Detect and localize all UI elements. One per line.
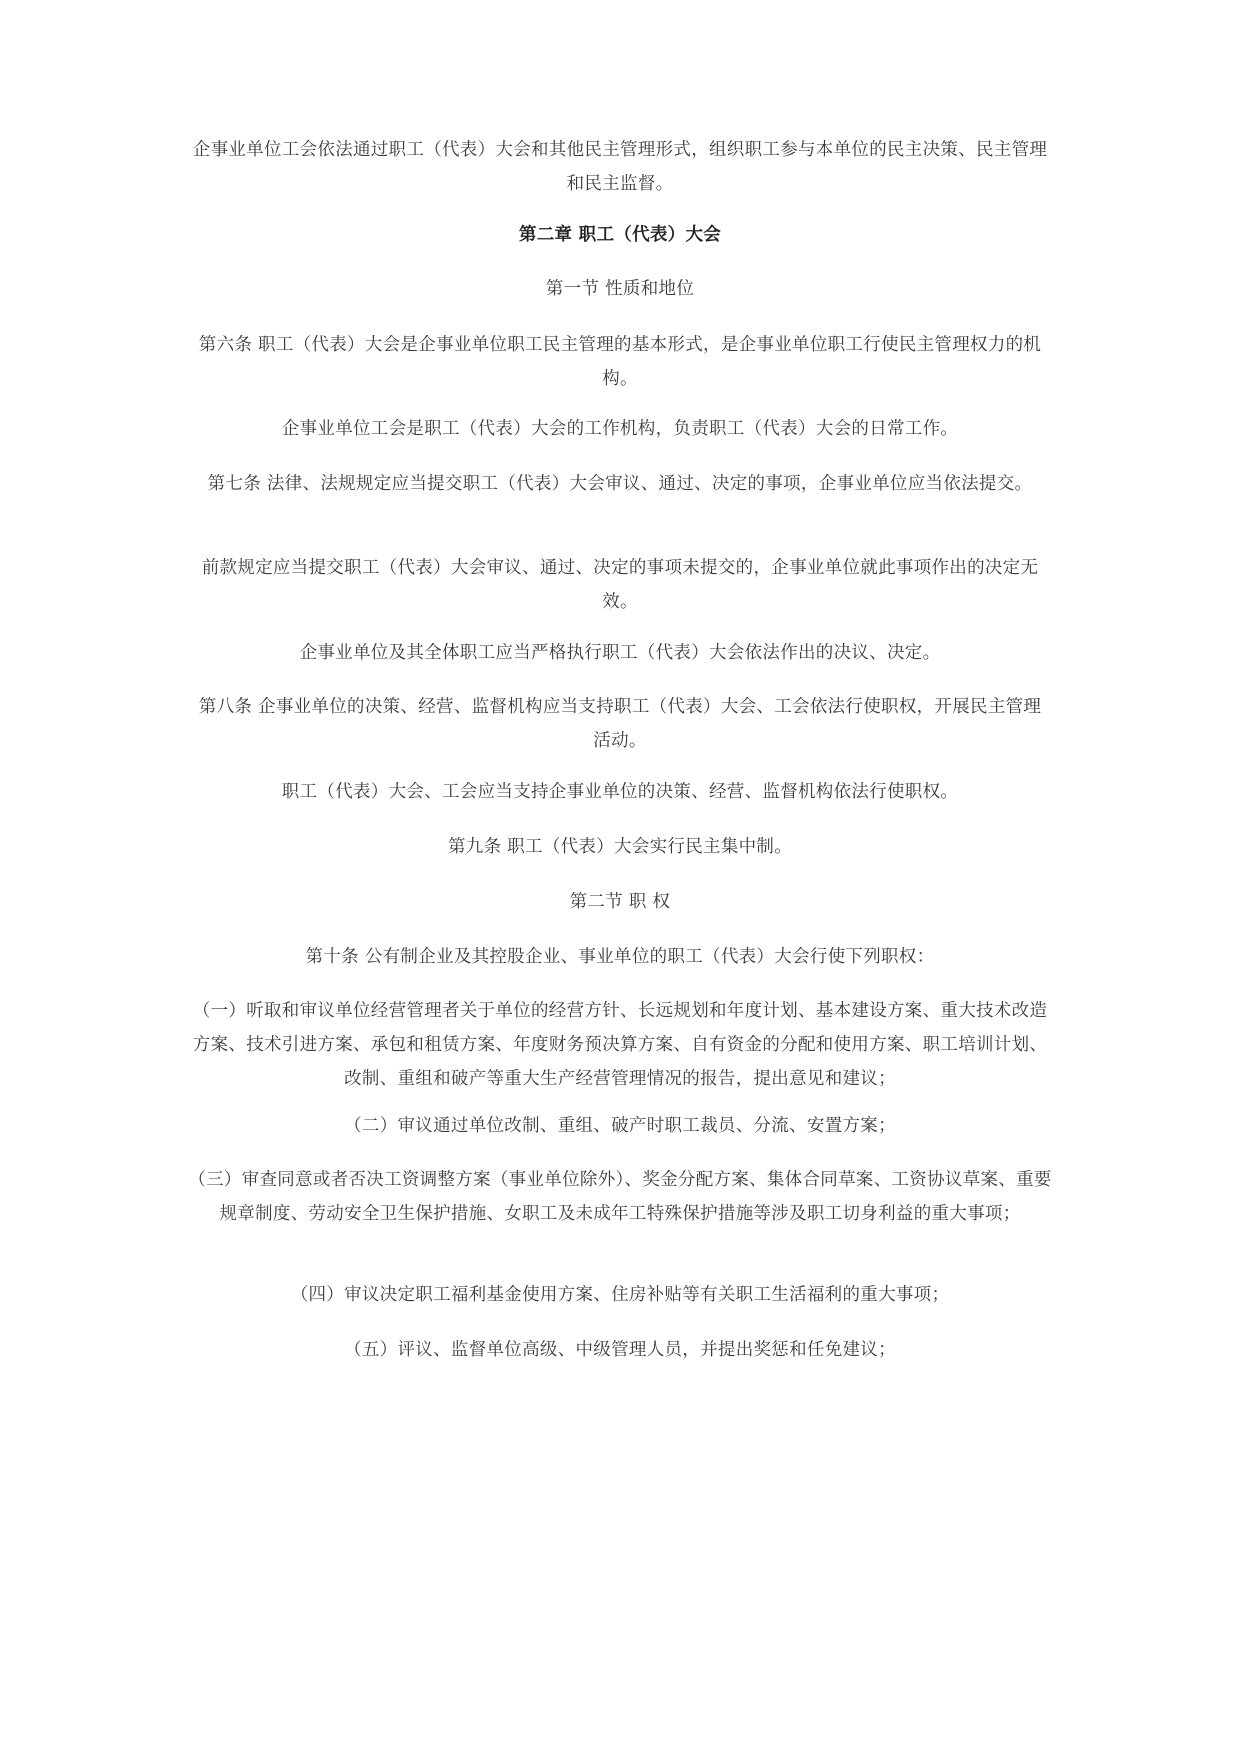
article-10: 第十条 公有制企业及其控股企业、事业单位的职工（代表）大会行使下列职权： <box>305 947 935 967</box>
item-2: （二）审议通过单位改制、重组、破产时职工裁员、分流、安置方案； <box>344 1116 896 1136</box>
article-9: 第九条 职工（代表）大会实行民主集中制。 <box>447 837 793 857</box>
paragraph-intro: 企事业单位工会依法通过职工（代表）大会和其他民主管理形式，组织职工参与本单位的民主决策、民主管理和民主监督。 <box>192 140 1048 194</box>
chapter-heading: 第二章 职工（代表）大会 <box>518 225 722 245</box>
paragraph-support-organs: 职工（代表）大会、工会应当支持企事业单位的决策、经营、监督机构依法行使职权。 <box>281 782 959 802</box>
item-3: （三）审查同意或者否决工资调整方案（事业单位除外）、奖金分配方案、集体合同草案、工资协议草案、重要规章制度、劳动安全卫生保护措施、女职工及未成年工特殊保护措施等涉及职工切身利益的重大事项； <box>188 1170 1052 1224</box>
item-1: （一）听取和审议单位经营管理者关于单位的经营方针、长远规划和年度计划、基本建设方案、重大技术改造方案、技术引进方案、承包和租赁方案、年度财务预决算方案、自有资金的分配和使用方案、职工培训计划、改制、重组和破产等重大生产经营管理情况的报告，提出意见和建议； <box>192 1001 1048 1089</box>
paragraph-union-role: 企事业单位工会是职工（代表）大会的工作机构，负责职工（代表）大会的日常工作。 <box>281 419 959 439</box>
item-4: （四）审议决定职工福利基金使用方案、住房补贴等有关职工生活福利的重大事项； <box>290 1285 950 1305</box>
paragraph-execute-decisions: 企事业单位及其全体职工应当严格执行职工（代表）大会依法作出的决议、决定。 <box>299 643 941 663</box>
paragraph-invalid-decision: 前款规定应当提交职工（代表）大会审议、通过、决定的事项未提交的，企事业单位就此事项作出的决定无效。 <box>201 558 1039 612</box>
section-heading-2: 第二节 职 权 <box>569 892 671 912</box>
article-6: 第六条 职工（代表）大会是企事业单位职工民主管理的基本形式，是企事业单位职工行使民主管理权力的机构。 <box>198 335 1042 389</box>
item-5: （五）评议、监督单位高级、中级管理人员，并提出奖惩和任免建议； <box>344 1340 896 1360</box>
article-8: 第八条 企事业单位的决策、经营、监督机构应当支持职工（代表）大会、工会依法行使职权，开展民主管理活动。 <box>198 697 1042 751</box>
article-7: 第七条 法律、法规规定应当提交职工（代表）大会审议、通过、决定的事项，企事业单位应当依法提交。 <box>207 474 1033 494</box>
section-heading: 第一节 性质和地位 <box>545 279 695 299</box>
